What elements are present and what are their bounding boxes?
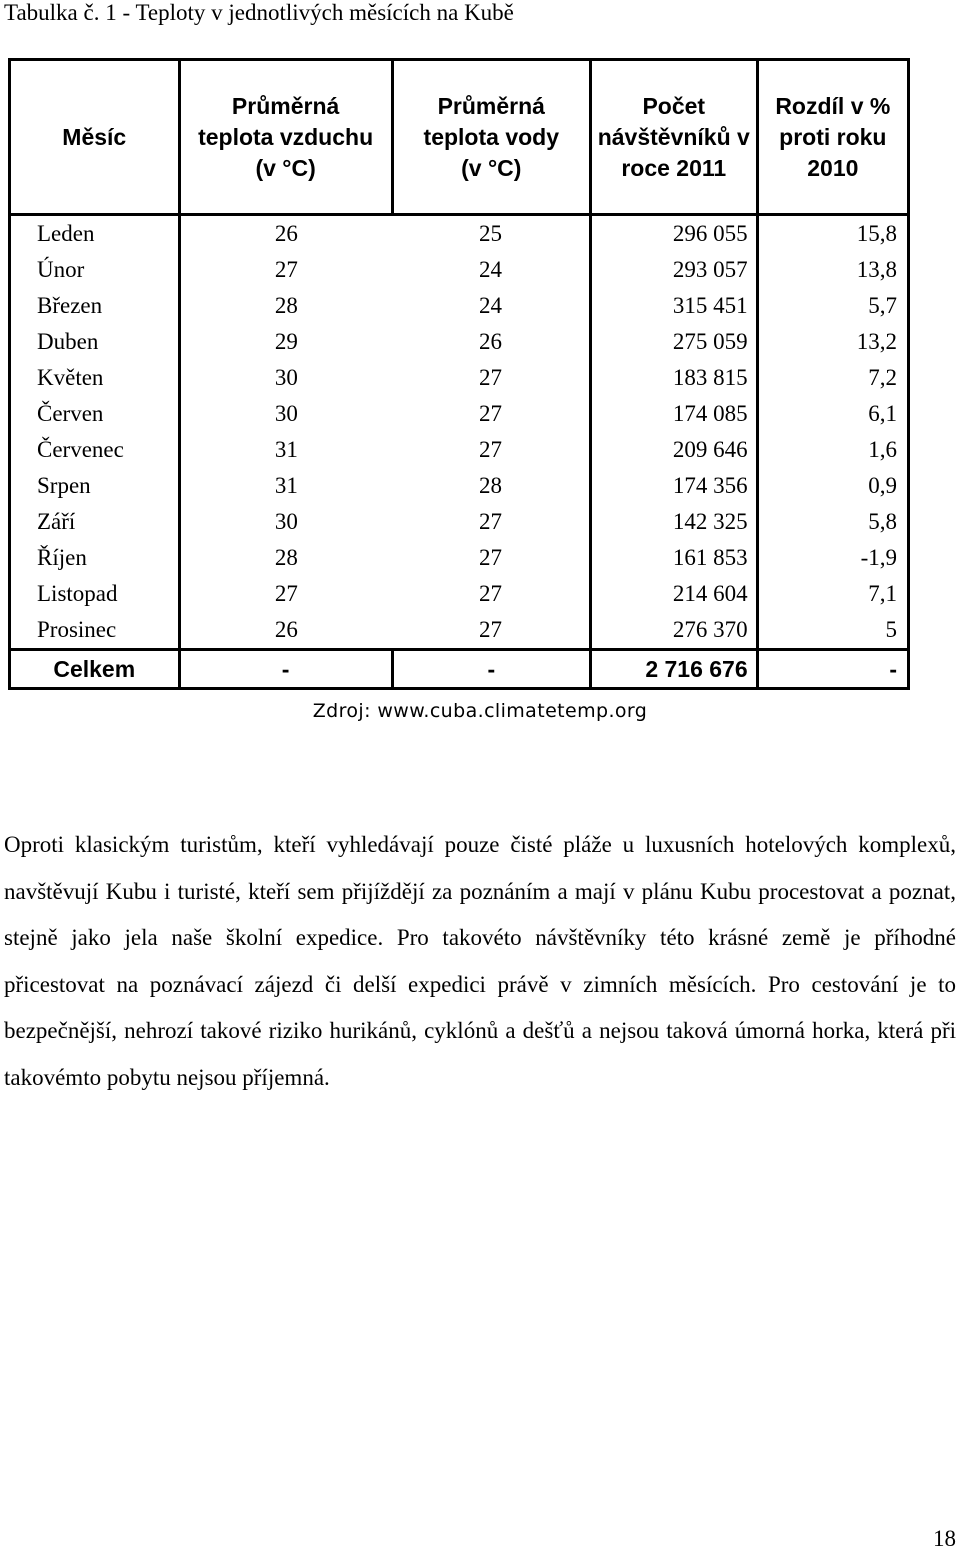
total-cell-difference: - (757, 650, 908, 689)
table-row (10, 215, 909, 253)
cell-air-temp: 30 (274, 401, 298, 426)
cell-water-temp: 27 (479, 401, 503, 426)
cell-visitors: 315 451 (590, 288, 757, 324)
table-row (10, 252, 909, 288)
total-cell-air-temp: - (179, 650, 392, 689)
cell-air-temp: 27 (274, 257, 298, 282)
cell-visitors: 142 325 (590, 504, 757, 540)
cell-water-temp: 27 (479, 365, 503, 390)
table-row (10, 576, 909, 612)
cell-visitors: 209 646 (590, 432, 757, 468)
cell-air-temp: 30 (274, 365, 298, 390)
cell-visitors: 161 853 (590, 540, 757, 576)
temperature-table (8, 58, 910, 690)
cell-difference: 0,9 (757, 468, 908, 504)
cell-air-temp: 31 (274, 473, 298, 498)
cell-month: Leden (10, 215, 180, 253)
total-cell-month: Celkem (10, 650, 180, 689)
table-row (10, 360, 909, 396)
table-row (10, 612, 909, 650)
cell-water-temp: 27 (479, 581, 503, 606)
cell-difference: 1,6 (757, 432, 908, 468)
cell-water-temp: 27 (479, 437, 503, 462)
table-row (10, 504, 909, 540)
cell-month: Květen (10, 360, 180, 396)
column-header-water-temp: Průměrná teplota vody (v °C) (392, 60, 590, 215)
cell-water-temp: 28 (479, 473, 503, 498)
cell-visitors: 293 057 (590, 252, 757, 288)
cell-month: Únor (10, 252, 180, 288)
cell-visitors: 296 055 (590, 215, 757, 253)
table-caption: Tabulka č. 1 - Teploty v jednotlivých měsících na Kubě (4, 0, 514, 25)
table-total-row (10, 650, 909, 689)
cell-air-temp: 28 (274, 293, 298, 318)
body-paragraph: Oproti klasickým turistům, kteří vyhledávají pouze čisté pláže u luxusních hotelových komplexů, navštěvují Kubu i turisté, kteří sem přijíždějí za poznáním a mají v plánu Kubu procestovat a poznat, stejně jako jela naše školní expedice. Pro takovéto návštěvníky této krásné země je příhodné přicestovat na poznávací zájezd či delší expedici právě v zimních měsících. Pro cestování je to bezpečnější, nehrozí takové riziko hurikánů, cyklónů a dešťů a nejsou taková úmorná horka, která při takovémto pobytu nejsou příjemná. (4, 832, 956, 1090)
column-header-difference: Rozdíl v % proti roku 2010 (757, 60, 908, 215)
table-row (10, 288, 909, 324)
cell-difference: 7,1 (757, 576, 908, 612)
cell-month: Prosinec (10, 612, 180, 650)
table-row (10, 540, 909, 576)
cell-difference: 5,8 (757, 504, 908, 540)
cell-month: Duben (10, 324, 180, 360)
cell-air-temp: 28 (274, 545, 298, 570)
cell-visitors: 174 356 (590, 468, 757, 504)
cell-water-temp: 24 (479, 257, 503, 282)
cell-air-temp: 30 (274, 509, 298, 534)
cell-difference: 5 (757, 612, 908, 650)
cell-difference: 6,1 (757, 396, 908, 432)
table-row (10, 396, 909, 432)
cell-air-temp: 29 (274, 329, 298, 354)
table-row (10, 468, 909, 504)
cell-difference: 5,7 (757, 288, 908, 324)
cell-difference: 13,2 (757, 324, 908, 360)
cell-month: Červen (10, 396, 180, 432)
cell-visitors: 183 815 (590, 360, 757, 396)
cell-difference: 13,8 (757, 252, 908, 288)
page-number: 18 (933, 1526, 956, 1551)
cell-visitors: 174 085 (590, 396, 757, 432)
table-row (10, 432, 909, 468)
cell-air-temp: 27 (274, 581, 298, 606)
column-header-month: Měsíc (10, 60, 180, 215)
column-header-air-temp: Průměrná teplota vzduchu (v °C) (179, 60, 392, 215)
cell-air-temp: 26 (274, 221, 298, 246)
cell-month: Březen (10, 288, 180, 324)
cell-month: Listopad (10, 576, 180, 612)
cell-visitors: 214 604 (590, 576, 757, 612)
total-cell-visitors: 2 716 676 (590, 650, 757, 689)
cell-month: Srpen (10, 468, 180, 504)
cell-month: Říjen (10, 540, 180, 576)
cell-water-temp: 27 (479, 617, 503, 642)
table-header-row (10, 60, 909, 215)
total-cell-water-temp: - (392, 650, 590, 689)
cell-water-temp: 27 (479, 509, 503, 534)
cell-air-temp: 26 (274, 617, 298, 642)
cell-visitors: 275 059 (590, 324, 757, 360)
cell-water-temp: 26 (479, 329, 503, 354)
table-row (10, 324, 909, 360)
cell-difference: 7,2 (757, 360, 908, 396)
cell-difference: -1,9 (757, 540, 908, 576)
cell-month: Červenec (10, 432, 180, 468)
cell-water-temp: 27 (479, 545, 503, 570)
cell-month: Září (10, 504, 180, 540)
cell-water-temp: 24 (479, 293, 503, 318)
column-header-visitors: Počet návštěvníků v roce 2011 (590, 60, 757, 215)
source-note: Zdroj: www.cuba.climatetemp.org (312, 700, 648, 722)
cell-visitors: 276 370 (590, 612, 757, 650)
cell-water-temp: 25 (479, 221, 503, 246)
cell-difference: 15,8 (757, 215, 908, 253)
cell-air-temp: 31 (274, 437, 298, 462)
